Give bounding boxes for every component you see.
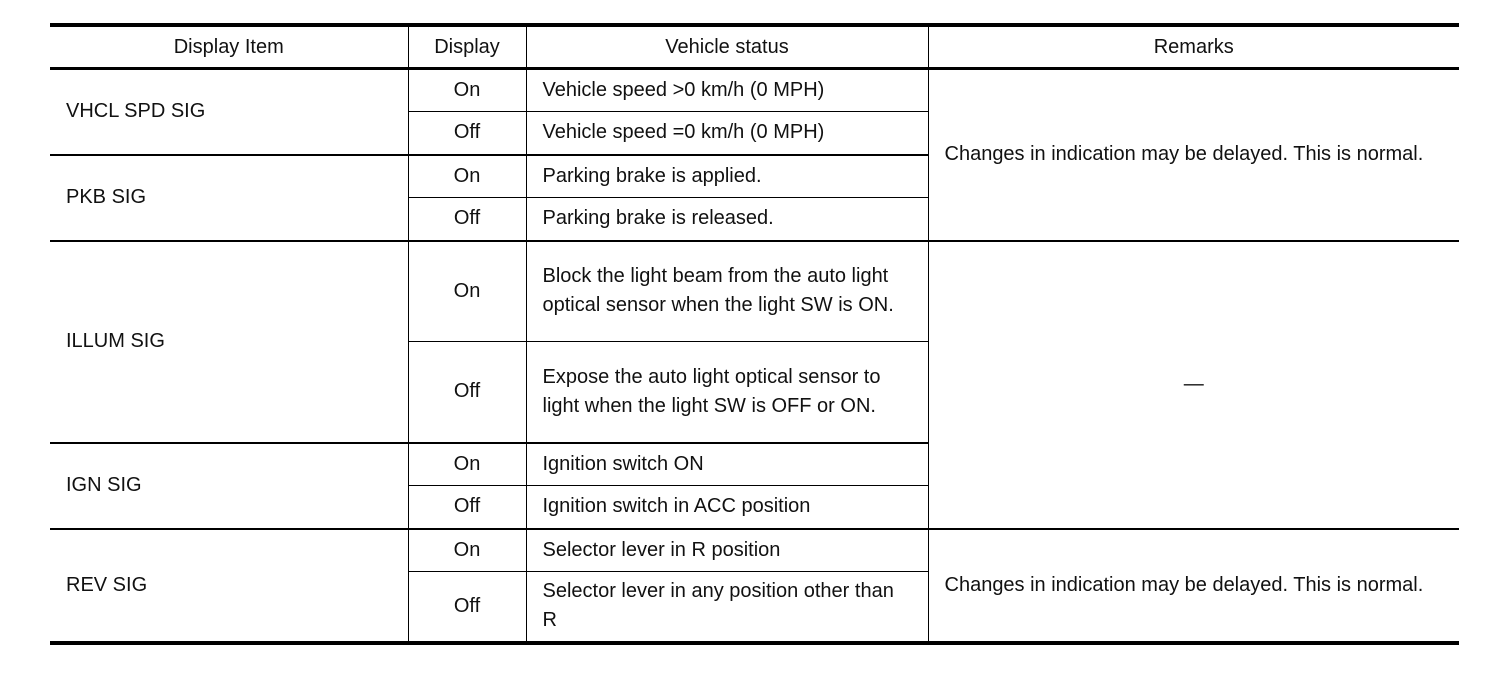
header-display-item: Display Item	[50, 25, 408, 69]
display-item-table-container	[50, 23, 1459, 645]
display-value: Off	[408, 486, 526, 529]
item-vhcl-spd-sig: VHCL SPD SIG	[50, 69, 408, 155]
header-vehicle-status: Vehicle status	[526, 25, 928, 69]
vehicle-status: Block the light beam from the auto light optical sensor when the light SW is ON.	[526, 241, 928, 342]
display-value: On	[408, 69, 526, 112]
display-value: On	[408, 529, 526, 572]
vehicle-status: Ignition switch in ACC position	[526, 486, 928, 529]
display-value: Off	[408, 572, 526, 643]
remarks-cell: Changes in indication may be delayed. This is normal.	[928, 69, 1459, 241]
table-row	[50, 241, 1459, 342]
item-rev-sig: REV SIG	[50, 529, 408, 643]
vehicle-status: Vehicle speed =0 km/h (0 MPH)	[526, 112, 928, 155]
display-item-table	[50, 23, 1459, 645]
table-row	[50, 69, 1459, 112]
vehicle-status: Ignition switch ON	[526, 443, 928, 486]
display-value: On	[408, 443, 526, 486]
vehicle-status: Vehicle speed >0 km/h (0 MPH)	[526, 69, 928, 112]
vehicle-status: Parking brake is released.	[526, 198, 928, 241]
vehicle-status: Expose the auto light optical sensor to light when the light SW is OFF or ON.	[526, 342, 928, 443]
vehicle-status: Selector lever in any position other than R	[526, 572, 928, 643]
display-value: Off	[408, 198, 526, 241]
vehicle-status: Selector lever in R position	[526, 529, 928, 572]
table-header-row	[50, 25, 1459, 69]
remarks-cell: —	[928, 241, 1459, 529]
item-pkb-sig: PKB SIG	[50, 155, 408, 241]
vehicle-status: Parking brake is applied.	[526, 155, 928, 198]
item-illum-sig: ILLUM SIG	[50, 241, 408, 443]
table-row	[50, 529, 1459, 572]
header-remarks: Remarks	[928, 25, 1459, 69]
display-value: On	[408, 155, 526, 198]
remarks-cell: Changes in indication may be delayed. This is normal.	[928, 529, 1459, 643]
display-value: On	[408, 241, 526, 342]
display-value: Off	[408, 342, 526, 443]
display-value: Off	[408, 112, 526, 155]
header-display: Display	[408, 25, 526, 69]
item-ign-sig: IGN SIG	[50, 443, 408, 529]
